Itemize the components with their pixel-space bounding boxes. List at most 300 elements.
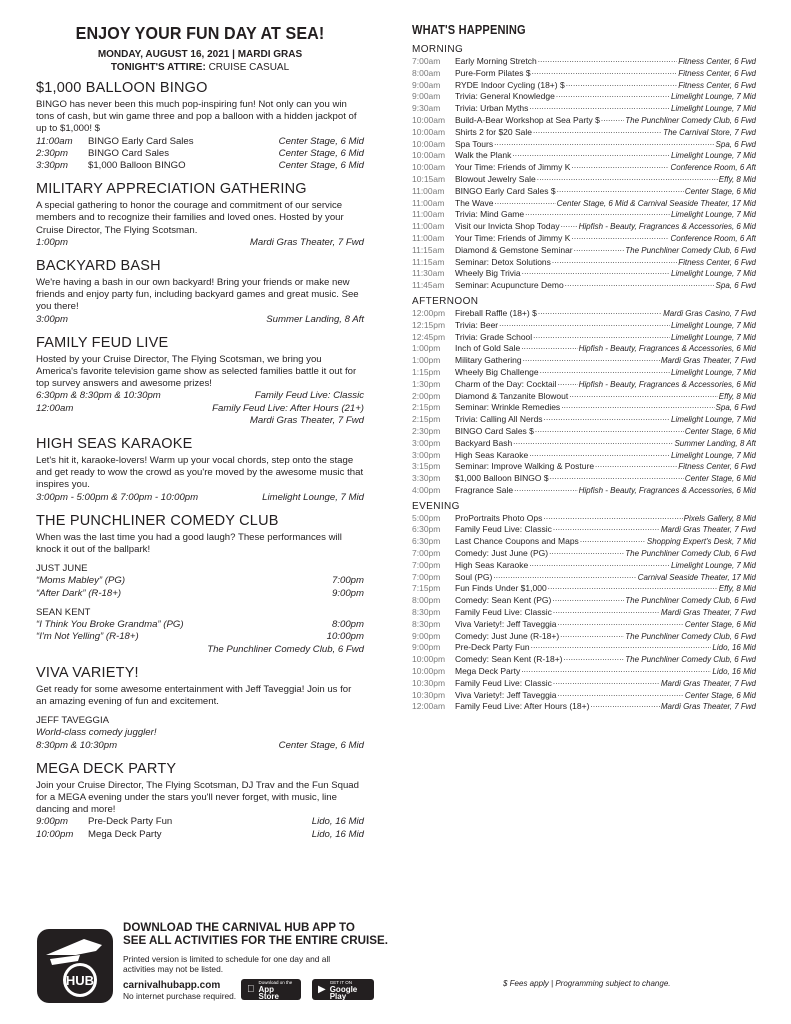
item-time: 10:15am	[412, 173, 446, 184]
dot-leader	[549, 548, 624, 560]
item-time: 9:00pm	[412, 642, 441, 653]
item-name: Fragrance Sale	[455, 484, 514, 495]
item-time: 12:45pm	[412, 331, 446, 342]
schedule-row	[36, 816, 364, 828]
event-show: Family Feud Live: Classic	[254, 390, 364, 402]
schedule-row	[36, 619, 364, 631]
item-venue: Limelight Lounge, 7 Mid	[671, 151, 756, 161]
morning-schedule-list	[412, 56, 756, 292]
dot-leader	[537, 174, 718, 186]
schedule-item	[412, 308, 756, 320]
item-venue: Center Stage, 6 Mid	[684, 186, 756, 196]
item-name: BINGO Card Sales $	[455, 425, 534, 436]
item-name: Trivia: General Knowledge	[455, 91, 555, 102]
item-name: Diamond & Gemstone Seminar	[455, 244, 573, 255]
event-venue: Mardi Gras Theater, 7 Fwd	[249, 236, 364, 248]
item-name: Fireball Raffle (18+) $	[455, 307, 537, 318]
schedule-item	[412, 91, 756, 103]
page-title: ENJOY YOUR FUN DAY AT SEA!	[75, 23, 325, 43]
item-time: 2:15pm	[412, 402, 441, 413]
item-venue: Mardi Gras Theater, 7 Fwd	[660, 608, 756, 618]
item-time: 11:00am	[412, 197, 445, 208]
item-time: 9:00am	[412, 91, 441, 102]
event-show: Family Feud Live: After Hours (21+)	[212, 402, 364, 414]
performer-name: SEAN KENT	[36, 606, 91, 618]
item-venue: Hipfish - Beauty, Fragrances & Accessories, 6 Mid	[578, 485, 756, 495]
item-venue: Fitness Center, 6 Fwd	[678, 257, 756, 267]
section-title: MEGA DECK PARTY	[36, 760, 177, 777]
event-name: BINGO Early Card Sales	[88, 135, 194, 147]
dot-leader	[514, 485, 577, 497]
section-description: A special gathering to honor the courage and commitment of our service members and to recognize their families and loved ones. Hosted by your Cruise Director, The Flying Scotsman.	[36, 200, 344, 236]
schedule-item	[412, 595, 756, 607]
item-name: Comedy: Just June (PG)	[455, 548, 549, 559]
event-time: 3:00pm	[36, 313, 68, 325]
attire-label: TONIGHT'S ATTIRE:	[110, 62, 206, 73]
schedule-item	[412, 654, 756, 666]
schedule-item	[412, 701, 756, 713]
schedule-item	[412, 572, 756, 584]
dot-leader	[529, 560, 670, 572]
schedule-row	[36, 588, 364, 600]
event-venue: Lido, 16 Mid	[311, 828, 364, 840]
event-time: 12:00am	[36, 402, 74, 414]
dot-leader	[548, 583, 718, 595]
dot-leader	[556, 91, 670, 103]
item-name: Wheely Big Challenge	[455, 366, 539, 377]
dot-leader	[523, 355, 660, 367]
item-venue: Limelight Lounge, 7 Mid	[671, 367, 756, 377]
item-venue: Limelight Lounge, 7 Mid	[671, 210, 756, 220]
google-play-small-text: GET IT ON	[329, 980, 353, 985]
item-name: Mega Deck Party	[455, 666, 521, 677]
item-name: Trivia: Urban Myths	[455, 103, 529, 114]
item-venue: The Punchliner Comedy Club, 6 Fwd	[625, 655, 756, 665]
item-time: 1:00pm	[412, 343, 441, 354]
item-venue: Lido, 16 Mid	[712, 643, 756, 653]
item-time: 10:00am	[412, 150, 446, 161]
item-time: 10:00pm	[412, 666, 446, 677]
item-venue: Mardi Gras Casino, 7 Fwd	[663, 308, 756, 318]
item-time: 7:00am	[412, 56, 441, 66]
schedule-item	[412, 666, 756, 678]
schedule-item	[412, 139, 756, 151]
section-comedy-club	[36, 513, 364, 656]
item-time: 7:00pm	[412, 559, 441, 570]
schedule-item	[412, 257, 756, 269]
google-play-big-text: Google Play	[329, 985, 358, 1001]
item-name: BINGO Early Card Sales $	[455, 185, 556, 196]
item-name: Your Time: Friends of Jimmy K	[455, 232, 571, 243]
schedule-row	[36, 237, 364, 249]
dot-leader	[557, 690, 683, 702]
event-time: 3:30pm	[36, 160, 68, 172]
no-internet-note: No internet purchase required.	[123, 991, 237, 1001]
item-venue: Shopping Expert's Desk, 7 Mid	[646, 537, 756, 547]
event-venue: Mardi Gras Theater, 7 Fwd	[249, 414, 364, 426]
section-title: MILITARY APPRECIATION GATHERING	[36, 181, 307, 198]
show-name: “I Think You Broke Grandma” (PG)	[36, 619, 184, 631]
item-venue: Center Stage, 6 Mid	[684, 690, 756, 700]
schedule-item	[412, 320, 756, 332]
show-name: “I'm Not Yelling” (R-18+)	[36, 631, 139, 643]
show-time: 8:00pm	[332, 619, 364, 631]
event-venue: Lido, 16 Mid	[311, 816, 364, 828]
item-venue: Conference Room, 6 Aft	[670, 163, 756, 173]
item-venue: The Punchliner Comedy Club, 6 Fwd	[625, 631, 756, 641]
schedule-item	[412, 402, 756, 414]
dot-leader	[566, 80, 678, 92]
schedule-row	[36, 136, 364, 148]
dot-leader	[499, 320, 670, 332]
section-description: We're having a bash in our own backyard! Bring your friends or make new friends and enjoy party fun, including backyard games and great music. See you there!	[36, 277, 359, 313]
date-line: MONDAY, AUGUST 16, 2021 | MARDI GRAS	[97, 49, 303, 60]
item-time: 11:00am	[412, 209, 445, 220]
item-time: 8:30pm	[412, 607, 441, 618]
schedule-item	[412, 536, 756, 548]
dot-leader	[521, 343, 577, 355]
schedule-item	[412, 438, 756, 450]
performer-name: JEFF TAVEGGIA	[36, 715, 110, 727]
schedule-item	[412, 379, 756, 391]
schedule-item	[412, 127, 756, 139]
schedule-row	[36, 314, 364, 326]
dot-leader	[540, 367, 670, 379]
schedule-item	[412, 548, 756, 560]
item-name: Trivia: Calling All Nerds	[455, 414, 543, 425]
item-name: Seminar: Detox Solutions	[455, 256, 551, 267]
section-title: HIGH SEAS KARAOKE	[36, 436, 193, 453]
item-venue: Center Stage, 6 Mid	[684, 426, 756, 436]
schedule-item	[412, 80, 756, 92]
dot-leader	[590, 701, 659, 713]
item-name: Trivia: Beer	[455, 319, 499, 330]
show-name: “After Dark” (R-18+)	[36, 587, 122, 599]
item-venue: Mardi Gras Theater, 7 Fwd	[660, 525, 756, 535]
period-label-afternoon: AFTERNOON	[412, 295, 479, 307]
dot-leader	[552, 257, 677, 269]
item-venue: Center Stage, 6 Mid	[684, 474, 756, 484]
item-time: 11:30am	[412, 268, 445, 279]
schedule-item	[412, 233, 756, 245]
play-icon: ▶	[318, 984, 326, 995]
dot-leader	[533, 332, 670, 344]
section-mega-deck-party	[36, 761, 364, 841]
app-store-text	[251, 979, 296, 1000]
schedule-row	[36, 160, 364, 172]
item-name: Military Gathering	[455, 355, 522, 366]
item-venue: Limelight Lounge, 7 Mid	[671, 450, 756, 460]
event-venue: Center Stage, 6 Mid	[278, 160, 364, 172]
section-description: Get ready for some awesome entertainment with Jeff Taveggia! Join us for an amazing evening of fun and excitement.	[36, 683, 352, 707]
period-label-evening: EVENING	[412, 500, 460, 512]
item-time: 12:15pm	[412, 319, 446, 330]
item-name: Comedy: Sean Kent (R-18+)	[455, 654, 563, 665]
show-time: 10:00pm	[326, 631, 364, 643]
item-time: 2:30pm	[412, 425, 441, 436]
item-venue: Lido, 16 Mid	[712, 667, 756, 677]
item-time: 6:30pm	[412, 536, 441, 547]
section-title: THE PUNCHLINER COMEDY CLUB	[36, 512, 279, 529]
dot-leader	[529, 450, 670, 462]
item-time: 3:00pm	[412, 449, 441, 460]
item-time: 1:00pm	[412, 355, 441, 366]
dot-leader	[512, 150, 670, 162]
dot-leader	[553, 678, 660, 690]
item-name: Early Morning Stretch	[455, 56, 537, 66]
item-venue: The Punchliner Comedy Club, 6 Fwd	[625, 245, 756, 255]
schedule-row	[36, 403, 364, 415]
schedule-row	[36, 631, 364, 643]
schedule-item	[412, 68, 756, 80]
item-venue: Mardi Gras Theater, 7 Fwd	[660, 702, 756, 712]
schedule-item	[412, 414, 756, 426]
item-name: Blowout Jewelry Sale	[455, 173, 536, 184]
item-name: Pure-Form Pilates $	[455, 67, 531, 78]
whats-happening-title: WHAT'S HAPPENING	[412, 22, 526, 37]
item-name: Viva Variety!: Jeff Taveggia	[455, 689, 557, 700]
daily-highlights-column	[36, 22, 364, 841]
item-name: Trivia: Mind Game	[455, 209, 525, 220]
schedule-item	[412, 619, 756, 631]
attire-line	[36, 62, 364, 73]
schedule-item	[412, 332, 756, 344]
schedule-row	[36, 390, 364, 402]
item-time: 10:30pm	[412, 677, 446, 688]
item-name: Last Chance Coupons and Maps	[455, 536, 579, 547]
google-play-badge[interactable]	[312, 979, 374, 1000]
carnival-hub-logo	[36, 925, 114, 1005]
item-venue: Hipfish - Beauty, Fragrances & Accessories, 6 Mid	[578, 344, 756, 354]
item-venue: Fitness Center, 6 Fwd	[678, 57, 756, 66]
section-title: FAMILY FEUD LIVE	[36, 334, 169, 351]
item-venue: The Punchliner Comedy Club, 6 Fwd	[625, 115, 756, 125]
app-store-badge[interactable]	[241, 979, 301, 1000]
item-name: Comedy: Sean Kent (PG)	[455, 595, 552, 606]
dot-leader	[544, 414, 671, 426]
item-time: 8:30pm	[412, 618, 441, 629]
item-name: Fun Finds Under $1,000	[455, 583, 547, 594]
event-time: 2:30pm	[36, 147, 68, 159]
item-name: Seminar: Acupuncture Demo	[455, 280, 564, 291]
item-time: 10:00am	[412, 114, 446, 125]
dot-leader	[601, 115, 624, 127]
show-name: “Moms Mabley” (PG)	[36, 575, 126, 587]
dot-leader	[571, 162, 669, 174]
item-time: 10:30pm	[412, 689, 446, 700]
section-title: BACKYARD BASH	[36, 258, 161, 275]
item-time: 11:15am	[412, 244, 445, 255]
item-venue: Spa, 6 Fwd	[715, 281, 756, 291]
dot-leader	[595, 461, 677, 473]
dot-leader	[557, 619, 683, 631]
dot-leader	[535, 426, 684, 438]
schedule-item	[412, 426, 756, 438]
item-time: 3:30pm	[412, 473, 441, 484]
item-venue: Limelight Lounge, 7 Mid	[671, 332, 756, 342]
dot-leader	[569, 391, 718, 403]
event-venue: The Punchliner Comedy Club, 6 Fwd	[207, 643, 364, 655]
dot-leader	[521, 666, 711, 678]
schedule-item	[412, 560, 756, 572]
item-time: 2:00pm	[412, 390, 441, 401]
item-time: 10:00am	[412, 162, 446, 173]
schedule-item	[412, 280, 756, 292]
dot-leader	[552, 595, 624, 607]
apple-icon	[247, 984, 255, 995]
section-balloon-bingo	[36, 80, 364, 172]
item-venue: The Punchliner Comedy Club, 6 Fwd	[625, 549, 756, 559]
item-venue: Center Stage, 6 Mid & Carnival Seaside Theater, 17 Mid	[556, 198, 756, 208]
dot-leader	[543, 513, 682, 525]
section-family-feud	[36, 335, 364, 427]
item-name: Build-A-Bear Workshop at Sea Party $	[455, 114, 600, 125]
schedule-item	[412, 391, 756, 403]
dot-leader	[493, 572, 636, 584]
event-name: Mega Deck Party	[88, 828, 162, 840]
item-venue: Limelight Lounge, 7 Mid	[671, 92, 756, 102]
dot-leader	[529, 103, 670, 115]
schedule-item	[412, 115, 756, 127]
item-time: 5:00pm	[412, 512, 441, 523]
item-venue: Spa, 6 Fwd	[715, 403, 756, 413]
item-venue: Hipfish - Beauty, Fragrances & Accessories, 6 Mid	[578, 379, 756, 389]
item-venue: Mardi Gras Theater, 7 Fwd	[660, 356, 756, 366]
schedule-item	[412, 268, 756, 280]
item-name: Family Feud Live: Classic	[455, 607, 552, 618]
dot-leader	[494, 198, 555, 210]
item-venue: Limelight Lounge, 7 Mid	[671, 560, 756, 570]
item-time: 3:15pm	[412, 461, 441, 472]
item-time: 9:00pm	[412, 630, 441, 641]
event-time: 1:00pm	[36, 236, 68, 248]
item-venue: Center Stage, 6 Mid	[684, 619, 756, 629]
event-time: 9:00pm	[36, 816, 68, 828]
item-name: Family Feud Live: Classic	[455, 524, 552, 535]
event-venue: Summer Landing, 8 Aft	[266, 313, 364, 325]
section-description: BINGO has never been this much pop-inspiring fun! Not only can you win tons of cash, but win game three and pop a balloon with a hidden jackpot of up to $1,000! $	[36, 99, 357, 135]
schedule-item	[412, 607, 756, 619]
dot-leader	[571, 233, 669, 245]
item-time: 11:45am	[412, 280, 445, 291]
dot-leader	[561, 221, 578, 233]
item-name: Seminar: Wrinkle Remedies	[455, 402, 561, 413]
schedule-item	[412, 485, 756, 497]
dot-leader	[538, 308, 662, 320]
dot-leader	[550, 473, 684, 485]
schedule-item	[412, 524, 756, 536]
item-time: 2:15pm	[412, 414, 441, 425]
dot-leader	[560, 631, 624, 643]
item-name: Your Time: Friends of Jimmy K	[455, 162, 571, 173]
schedule-item	[412, 450, 756, 462]
item-name: Pre-Deck Party Fun	[455, 642, 530, 653]
section-title: VIVA VARIETY!	[36, 664, 139, 681]
schedule-item	[412, 174, 756, 186]
item-venue: Fitness Center, 6 Fwd	[678, 80, 756, 90]
schedule-item	[412, 343, 756, 355]
item-name: Wheely Big Trivia	[455, 268, 521, 279]
item-name: Backyard Bash	[455, 437, 513, 448]
event-venue: Center Stage, 6 Mid	[278, 135, 364, 147]
item-time: 7:00pm	[412, 548, 441, 559]
event-time: 10:00pm	[36, 828, 74, 840]
item-venue: Limelight Lounge, 7 Mid	[671, 320, 756, 330]
item-name: Walk the Plank	[455, 150, 512, 161]
item-name: Visit our Invicta Shop Today	[455, 221, 560, 232]
item-time: 12:00pm	[412, 307, 446, 318]
schedule-item	[412, 678, 756, 690]
item-name: Viva Variety!: Jeff Taveggia	[455, 618, 557, 629]
app-headline-line: DOWNLOAD THE CARNIVAL HUB APP TO	[123, 921, 355, 934]
dot-leader	[522, 268, 670, 280]
dot-leader	[561, 402, 714, 414]
dot-leader	[538, 56, 677, 68]
item-time: 12:00am	[412, 701, 446, 712]
section-backyard-bash	[36, 258, 364, 326]
item-venue: Effy, 8 Mid	[718, 391, 756, 401]
section-description: When was the last time you had a good laugh? These performances will knock it out of the ballpark!	[36, 531, 342, 556]
section-title: $1,000 BALLOON BINGO	[36, 80, 208, 96]
item-name: RYDE Indoor Cycling (18+) $	[455, 79, 565, 90]
item-name: The Wave	[455, 197, 494, 208]
item-time: 3:00pm	[412, 437, 441, 448]
schedule-item	[412, 221, 756, 233]
item-time: 11:00am	[412, 185, 445, 196]
schedule-item	[412, 690, 756, 702]
item-venue: Pixels Gallery, 8 Mid	[683, 513, 756, 523]
item-time: 11:00am	[412, 221, 445, 232]
item-name: Inch of Gold Sale	[455, 343, 521, 354]
section-viva-variety	[36, 665, 364, 752]
item-venue: Carnival Seaside Theater, 17 Mid	[637, 572, 756, 582]
schedule-row	[36, 492, 364, 504]
schedule-item	[412, 461, 756, 473]
item-venue: Fitness Center, 6 Fwd	[678, 462, 756, 472]
item-name: Spa Tours	[455, 138, 494, 149]
item-venue: Spa, 6 Fwd	[715, 139, 756, 149]
section-description: Join your Cruise Director, The Flying Scotsman, DJ Trav and the Fun Squad for a MEGA evening under the stars you'll never forget, with music, line dancing and more!	[36, 779, 359, 816]
item-name: $1,000 Balloon BINGO $	[455, 473, 549, 484]
dot-leader	[553, 607, 660, 619]
item-venue: Hipfish - Beauty, Fragrances & Accessories, 6 Mid	[578, 222, 756, 232]
schedule-row	[36, 148, 364, 160]
event-venue: Limelight Lounge, 7 Mid	[262, 491, 364, 503]
app-promo-footer	[36, 921, 756, 1006]
fees-note: $ Fees apply | Programming subject to change.	[503, 979, 671, 988]
item-name: High Seas Karaoke	[455, 559, 529, 570]
item-time: 10:00pm	[412, 654, 446, 665]
schedule-item	[412, 355, 756, 367]
item-name: Seminar: Improve Walking & Posture	[455, 461, 595, 472]
event-time: 6:30pm & 8:30pm & 10:30pm	[36, 390, 161, 402]
item-time: 11:15am	[412, 256, 445, 267]
schedule-row	[36, 829, 364, 841]
schedule-item	[412, 631, 756, 643]
app-headline	[123, 921, 403, 947]
event-venue: Center Stage, 6 Mid	[278, 147, 364, 159]
schedule-item	[412, 583, 756, 595]
app-url-link[interactable]: carnivalhubapp.com	[123, 980, 221, 991]
hub-logo-text: HUB	[65, 973, 95, 988]
dot-leader	[580, 536, 646, 548]
item-name: Trivia: Grade School	[455, 331, 533, 342]
item-venue: Limelight Lounge, 7 Mid	[671, 415, 756, 425]
schedule-row	[36, 575, 364, 587]
item-venue: The Punchliner Comedy Club, 6 Fwd	[625, 596, 756, 606]
item-time: 7:15pm	[412, 583, 441, 594]
section-description: Hosted by your Cruise Director, The Flying Scotsman, we bring you America's favorite television game show as selected families battle it out for top survey answers and awesome prizes!	[36, 353, 357, 390]
